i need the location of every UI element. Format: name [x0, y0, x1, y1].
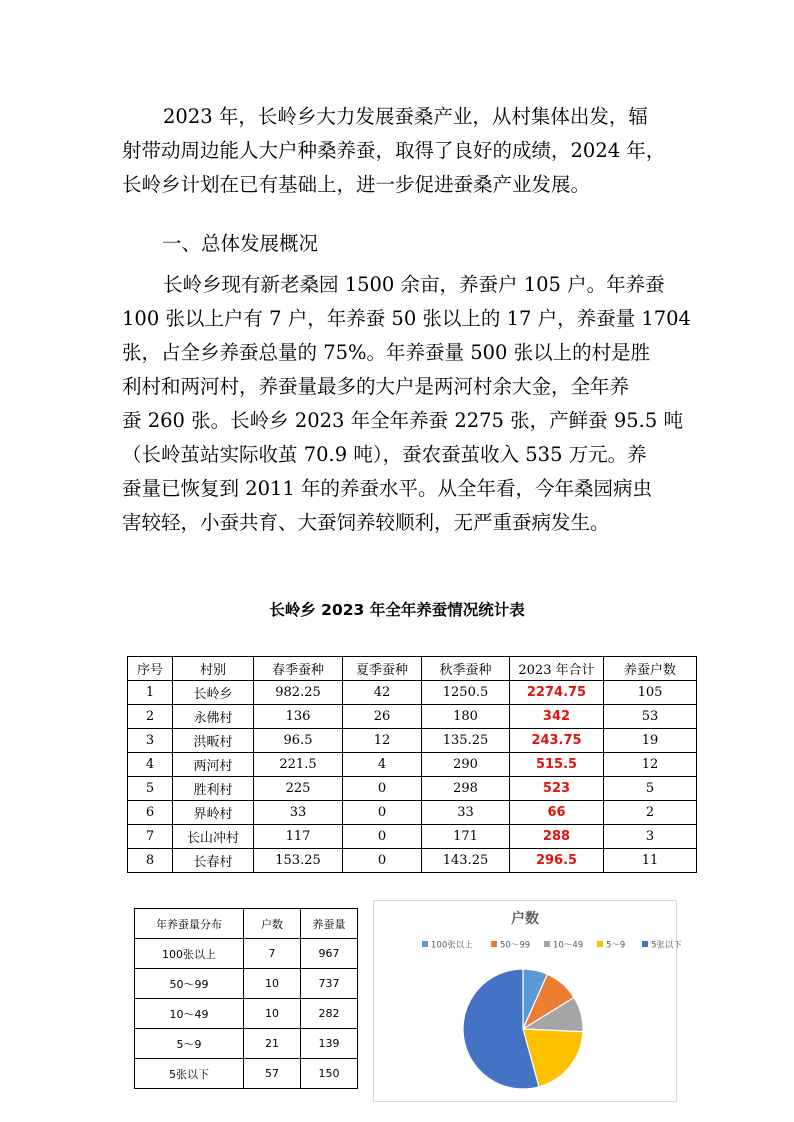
col-header: 年养蚕量分布 — [135, 909, 244, 939]
table-cell: 10～49 — [135, 999, 244, 1029]
table-cell: 0 — [343, 825, 422, 849]
table-cell: 290 — [422, 753, 510, 777]
table-cell: 282 — [301, 999, 358, 1029]
overview-line: 长岭乡现有新老桑园 1500 余亩，养蚕户 105 户。年养蚕 — [163, 273, 665, 296]
col-header: 秋季蚕种 — [422, 657, 510, 681]
col-header: 夏季蚕种 — [343, 657, 422, 681]
intro-line: 射带动周边能人大户种桑养蚕，取得了良好的成绩，2024 年， — [122, 139, 666, 162]
table-cell: 10 — [244, 969, 301, 999]
table-cell: 143.25 — [422, 849, 510, 873]
table-cell: 长岭乡 — [173, 681, 254, 705]
table-cell: 6 — [128, 801, 173, 825]
table-row — [128, 753, 697, 777]
table-cell: 长春村 — [173, 849, 254, 873]
total-cell: 66 — [510, 801, 604, 825]
table-cell: 3 — [128, 729, 173, 753]
intro-paragraph — [122, 100, 674, 202]
distribution-table — [134, 908, 358, 1089]
chart-legend — [422, 940, 682, 951]
table-cell: 11 — [604, 849, 697, 873]
table-cell: 7 — [244, 939, 301, 969]
intro-line: 2023 年，长岭乡大力发展蚕桑产业，从村集体出发，辐 — [163, 105, 648, 128]
overview-line: 利村和两河村，养蚕量最多的大户是两河村余大金，全年养 — [122, 375, 630, 398]
col-header: 养蚕量 — [301, 909, 358, 939]
table-cell: 139 — [301, 1029, 358, 1059]
col-header: 序号 — [128, 657, 173, 681]
table-row — [135, 999, 358, 1029]
table-cell: 两河村 — [173, 753, 254, 777]
table-cell: 永佛村 — [173, 705, 254, 729]
table-cell: 967 — [301, 939, 358, 969]
col-header: 春季蚕种 — [254, 657, 343, 681]
table-cell: 150 — [301, 1059, 358, 1089]
overview-line: （长岭茧站实际收茧 70.9 吨），蚕农蚕茧收入 535 万元。养 — [122, 443, 647, 466]
table-cell: 7 — [128, 825, 173, 849]
table-cell: 33 — [422, 801, 510, 825]
pie-chart — [373, 900, 682, 1102]
table-cell: 117 — [254, 825, 343, 849]
table-header-row — [135, 909, 358, 939]
table-row — [128, 825, 697, 849]
pie-chart-svg — [374, 901, 682, 1101]
table-cell: 135.25 — [422, 729, 510, 753]
table-cell: 105 — [604, 681, 697, 705]
table-cell: 8 — [128, 849, 173, 873]
table-cell: 982.25 — [254, 681, 343, 705]
total-cell: 523 — [510, 777, 604, 801]
table-row — [128, 681, 697, 705]
legend-label: 5～9 — [606, 940, 626, 951]
legend-label: 5张以下 — [651, 940, 682, 951]
overview-line: 害较轻，小蚕共育、大蚕饲养较顺利，无严重蚕病发生。 — [122, 511, 610, 534]
overview-line: 100 张以上户有 7 户，年养蚕 50 张以上的 17 户，养蚕量 1704 — [122, 307, 691, 330]
table-cell: 0 — [343, 849, 422, 873]
table-cell: 26 — [343, 705, 422, 729]
table-header-row — [128, 657, 697, 681]
table-cell: 0 — [343, 801, 422, 825]
table-row — [128, 849, 697, 873]
table-cell: 33 — [254, 801, 343, 825]
table-cell: 2 — [128, 705, 173, 729]
pie-slices — [463, 969, 583, 1089]
section-heading: 一、总体发展概况 — [162, 232, 319, 255]
col-header: 村别 — [173, 657, 254, 681]
overview-line: 蚕量已恢复到 2011 年的养蚕水平。从全年看，今年桑园病虫 — [122, 477, 653, 500]
table-cell: 4 — [343, 753, 422, 777]
col-header: 户数 — [244, 909, 301, 939]
table-row — [128, 705, 697, 729]
table-cell: 1 — [128, 681, 173, 705]
table-row — [128, 729, 697, 753]
total-cell: 515.5 — [510, 753, 604, 777]
overview-paragraph — [122, 268, 691, 540]
table-cell: 10 — [244, 999, 301, 1029]
table-cell: 5～9 — [135, 1029, 244, 1059]
chart-title: 户数 — [511, 911, 539, 927]
total-cell: 296.5 — [510, 849, 604, 873]
table-cell: 1250.5 — [422, 681, 510, 705]
table-cell: 2 — [604, 801, 697, 825]
overview-line: 蚕 260 张。长岭乡 2023 年全年养蚕 2275 张，产鲜蚕 95.5 吨 — [122, 409, 683, 432]
table-cell: 胜利村 — [173, 777, 254, 801]
table-cell: 180 — [422, 705, 510, 729]
legend-swatch — [491, 941, 497, 947]
table-cell: 4 — [128, 753, 173, 777]
table-cell: 53 — [604, 705, 697, 729]
overview-line: 张，占全乡养蚕总量的 75%。年养蚕量 500 张以上的村是胜 — [122, 341, 651, 364]
table-title: 长岭乡 2023 年全年养蚕情况统计表 — [269, 601, 525, 619]
intro-line: 长岭乡计划在已有基础上，进一步促进蚕桑产业发展。 — [122, 173, 591, 196]
table-cell: 221.5 — [254, 753, 343, 777]
table-row — [135, 969, 358, 999]
total-cell: 2274.75 — [510, 681, 604, 705]
table-cell: 5 — [604, 777, 697, 801]
table-row — [135, 1029, 358, 1059]
table-cell: 50～99 — [135, 969, 244, 999]
table-cell: 298 — [422, 777, 510, 801]
table-row — [135, 939, 358, 969]
col-header: 2023 年合计 — [510, 657, 604, 681]
legend-label: 10～49 — [553, 940, 584, 951]
legend-label: 50～99 — [500, 940, 531, 951]
table-cell: 5张以下 — [135, 1059, 244, 1089]
sericulture-stats-table — [127, 656, 697, 873]
table-cell: 136 — [254, 705, 343, 729]
table-cell: 长山冲村 — [173, 825, 254, 849]
table-cell: 225 — [254, 777, 343, 801]
table-row — [128, 801, 697, 825]
table-cell: 21 — [244, 1029, 301, 1059]
table-cell: 12 — [343, 729, 422, 753]
total-cell: 342 — [510, 705, 604, 729]
table-cell: 57 — [244, 1059, 301, 1089]
legend-swatch — [642, 941, 648, 947]
table-row — [135, 1059, 358, 1089]
table-cell: 5 — [128, 777, 173, 801]
table-cell: 42 — [343, 681, 422, 705]
legend-swatch — [544, 941, 550, 947]
table-cell: 19 — [604, 729, 697, 753]
table-row — [128, 777, 697, 801]
legend-swatch — [422, 941, 428, 947]
table-cell: 界岭村 — [173, 801, 254, 825]
total-cell: 243.75 — [510, 729, 604, 753]
col-header: 养蚕户数 — [604, 657, 697, 681]
table-cell: 洪畈村 — [173, 729, 254, 753]
total-cell: 288 — [510, 825, 604, 849]
table-cell: 737 — [301, 969, 358, 999]
table-cell: 3 — [604, 825, 697, 849]
table-cell: 12 — [604, 753, 697, 777]
table-cell: 153.25 — [254, 849, 343, 873]
table-cell: 171 — [422, 825, 510, 849]
table-cell: 0 — [343, 777, 422, 801]
legend-label: 100张以上 — [431, 940, 473, 951]
table-cell: 96.5 — [254, 729, 343, 753]
legend-swatch — [597, 941, 603, 947]
table-cell: 100张以上 — [135, 939, 244, 969]
